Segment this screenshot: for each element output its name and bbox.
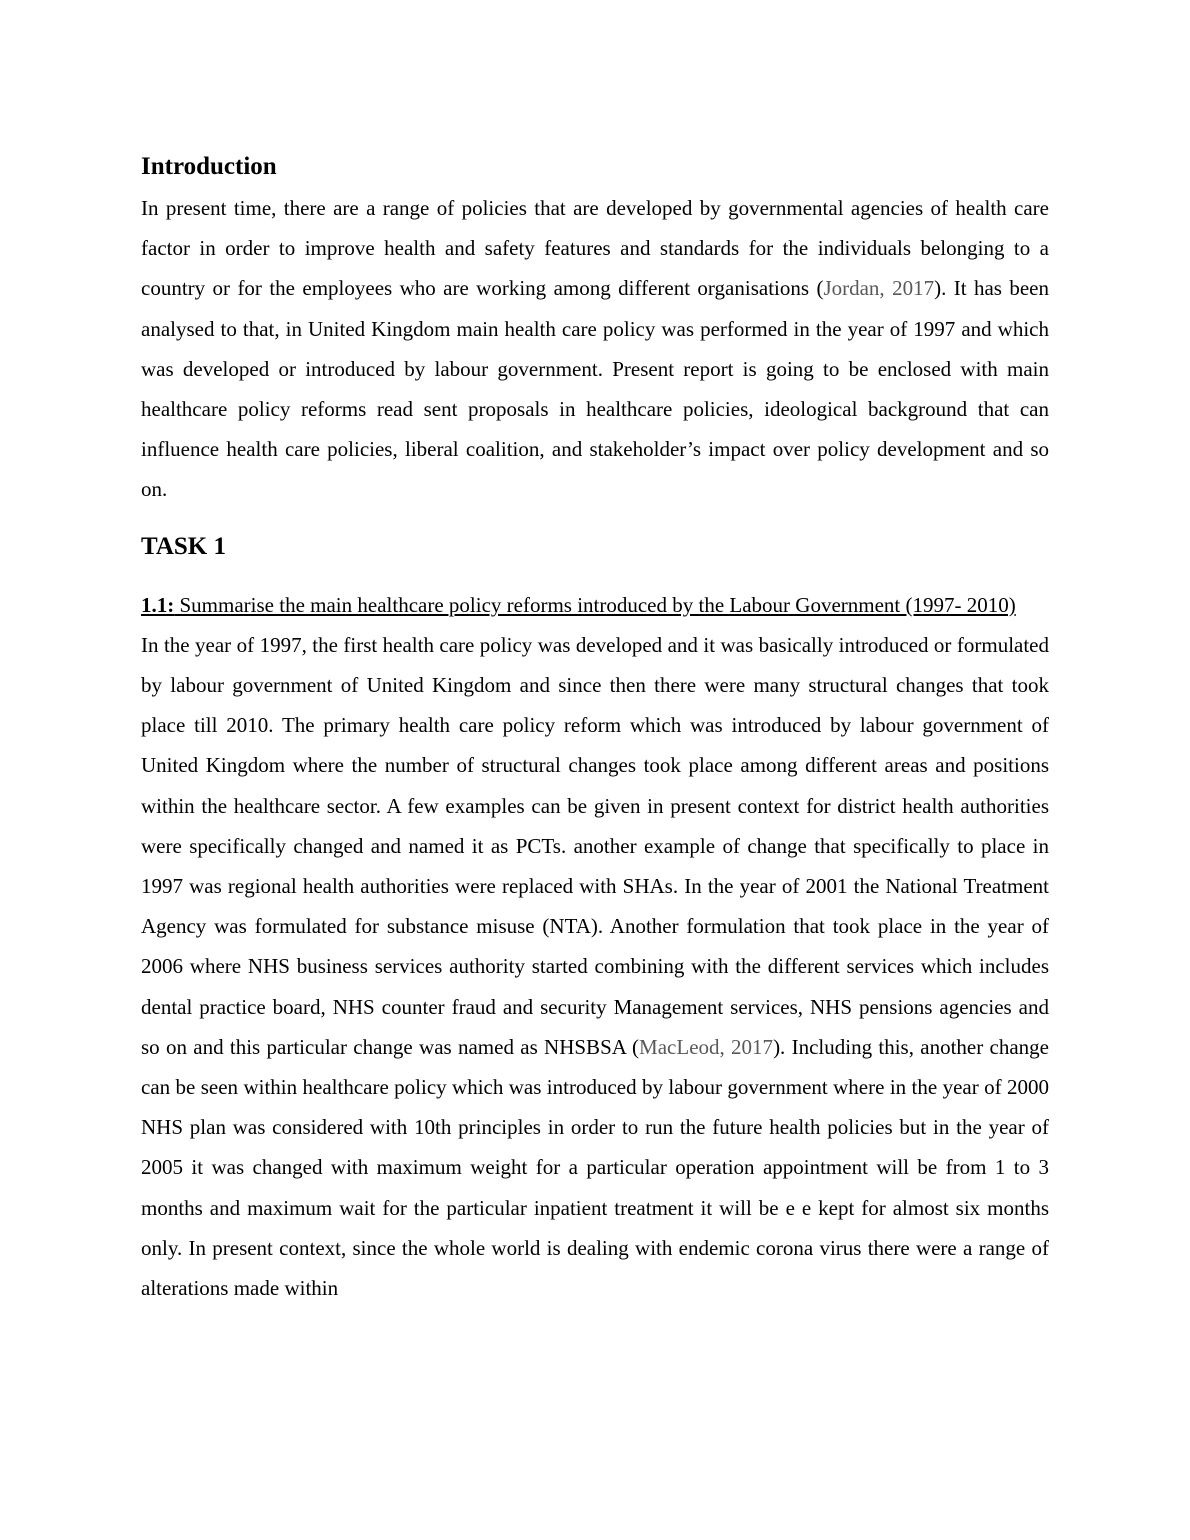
task1-subheading — [141, 585, 1049, 625]
introduction-text-part1: In present time, there are a range of policies that are developed by governmental agencies of health care factor in order to improve health and safety features and standards for the individuals belonging to a country or for the employees who are working among different organisations ( — [141, 196, 1049, 301]
task1-heading: TASK 1 — [141, 532, 226, 560]
task1-text-part1: In the year of 1997, the first health care policy was developed and it was basically introduced or formulated by labour government of United Kingdom and since then there were many structural changes that took place till 2010. The primary health care policy reform which was introduced by labour government of United Kingdom where the number of structural changes took place among different areas and positions within the healthcare sector. A few examples can be given in present context for district health authorities were specifically changed and named it as PCTs. another example of change that specifically to place in 1997 was regional health authorities were replaced with SHAs. In the year of 2001 the National Treatment Agency was formulated for substance misuse (NTA). Another formulation that took place in the year of 2006 where NHS business services authority started combining with the different services which includes dental practice board, NHS counter fraud and security Management services, NHS pensions agencies and so on and this particular change was named as NHSBSA ( — [141, 632, 1049, 1059]
citation-macleod: MacLeod, 2017 — [639, 1034, 774, 1059]
introduction-text-part2: ). It has been analysed to that, in United Kingdom main health care policy was performed in the year of 1997 and which was developed or introduced by labour government. Present report is going to be enclosed with main healthcare policy reforms read sent proposals in healthcare policies, ideological background that can influence health care policies, liberal coalition, and stakeholder’s impact over policy development and so on. — [141, 276, 1049, 502]
document-page — [141, 146, 1049, 1308]
task1-paragraph — [141, 625, 1049, 1308]
task1-text-part2: ). Including this, another change can be seen within healthcare policy which was introduced by labour government where in the year of 2000 NHS plan was considered with 10th principles in order to run the future health policies but in the year of 2005 it was changed with maximum weight for a particular operation appointment will be from 1 to 3 months and maximum wait for the particular inpatient treatment it will be e e kept for almost six months only. In present context, since the whole world is dealing with endemic corona virus there were a range of alterations made within — [141, 1034, 1049, 1301]
introduction-heading: Introduction — [141, 153, 277, 180]
introduction-paragraph — [141, 188, 1049, 510]
subheading-number: 1.1: — [141, 592, 175, 617]
subheading-text: Summarise the main healthcare policy reforms introduced by the Labour Government (1997- 2010) — [174, 592, 1016, 617]
citation-jordan: Jordan, 2017 — [823, 276, 935, 301]
